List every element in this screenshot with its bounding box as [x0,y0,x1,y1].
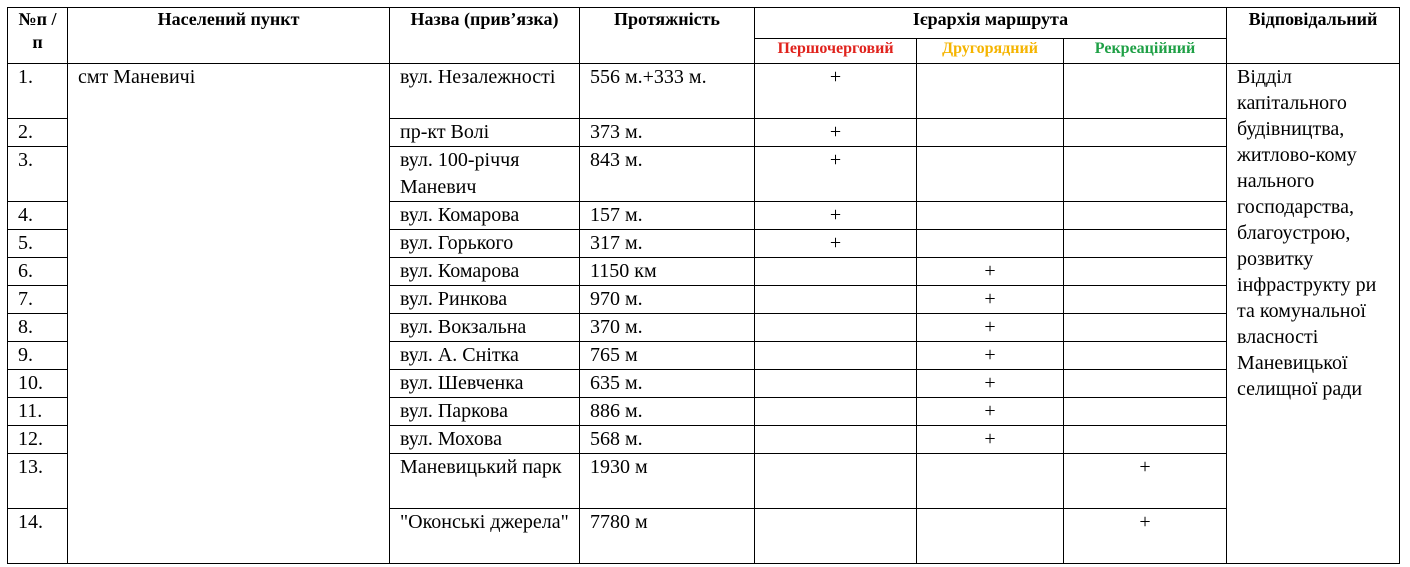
recreational-mark [1064,342,1227,370]
route-length: 556 м.+333 м. [580,64,755,119]
route-name: вул. Мохова [390,426,580,454]
route-name: вул. Паркова [390,398,580,426]
route-length: 635 м. [580,370,755,398]
header-num: №п /п [8,8,68,64]
secondary-mark [917,454,1064,509]
secondary-mark: + [917,398,1064,426]
header-settlement: Населений пункт [68,8,390,64]
responsible-cell: Відділ капітального будівництва, житлово-кому нального господарства, благоустрою, розвитку інфраструкту ри та комунальної власності Маневицької селищної ради [1227,64,1400,564]
route-length: 7780 м [580,509,755,564]
route-length: 1150 км [580,258,755,286]
secondary-mark [917,119,1064,147]
route-name: вул. Комарова [390,202,580,230]
row-number: 11. [8,398,68,426]
primary-mark: + [755,119,917,147]
row-number: 6. [8,258,68,286]
primary-mark [755,370,917,398]
route-name: "Оконські джерела" [390,509,580,564]
route-length: 370 м. [580,314,755,342]
route-name: вул. Горького [390,230,580,258]
recreational-mark [1064,426,1227,454]
row-number: 2. [8,119,68,147]
recreational-mark [1064,147,1227,202]
row-number: 1. [8,64,68,119]
route-length: 373 м. [580,119,755,147]
route-length: 970 м. [580,286,755,314]
primary-mark [755,342,917,370]
primary-mark: + [755,230,917,258]
recreational-mark [1064,286,1227,314]
secondary-mark: + [917,370,1064,398]
route-name: вул. А. Снітка [390,342,580,370]
secondary-mark: + [917,314,1064,342]
route-length: 886 м. [580,398,755,426]
row-number: 12. [8,426,68,454]
header-secondary: Другорядний [917,39,1064,64]
primary-mark: + [755,147,917,202]
route-length: 843 м. [580,147,755,202]
row-number: 10. [8,370,68,398]
recreational-mark [1064,398,1227,426]
row-number: 5. [8,230,68,258]
recreational-mark: + [1064,509,1227,564]
route-name: вул. Незалежності [390,64,580,119]
row-number: 4. [8,202,68,230]
route-name: вул. Комарова [390,258,580,286]
row-number: 3. [8,147,68,202]
route-length: 765 м [580,342,755,370]
primary-mark [755,454,917,509]
recreational-mark [1064,64,1227,119]
secondary-mark [917,64,1064,119]
header-hierarchy: Ієрархія маршрута [755,8,1227,39]
route-length: 157 м. [580,202,755,230]
primary-mark [755,286,917,314]
row-number: 7. [8,286,68,314]
route-name: пр-кт Волі [390,119,580,147]
route-name: вул. Вокзальна [390,314,580,342]
route-length: 1930 м [580,454,755,509]
primary-mark [755,258,917,286]
settlement-cell: смт Маневичі [68,64,390,564]
row-number: 9. [8,342,68,370]
secondary-mark [917,230,1064,258]
row-number: 8. [8,314,68,342]
route-name: вул. Ринкова [390,286,580,314]
route-name: Маневицький парк [390,454,580,509]
recreational-mark [1064,202,1227,230]
table-row [8,64,1400,119]
header-responsible: Відповідальний [1227,8,1400,64]
route-length: 568 м. [580,426,755,454]
header-length: Протяжність [580,8,755,64]
primary-mark: + [755,64,917,119]
routes-table [7,7,1400,564]
secondary-mark: + [917,286,1064,314]
secondary-mark [917,202,1064,230]
row-number: 13. [8,454,68,509]
route-name: вул. 100-річчя Маневич [390,147,580,202]
route-name: вул. Шевченка [390,370,580,398]
recreational-mark: + [1064,454,1227,509]
header-recreational: Рекреаційний [1064,39,1227,64]
row-number: 14. [8,509,68,564]
secondary-mark [917,147,1064,202]
primary-mark [755,426,917,454]
header-primary: Першочерговий [755,39,917,64]
route-length: 317 м. [580,230,755,258]
recreational-mark [1064,314,1227,342]
primary-mark [755,314,917,342]
recreational-mark [1064,258,1227,286]
primary-mark [755,398,917,426]
primary-mark: + [755,202,917,230]
recreational-mark [1064,119,1227,147]
header-name: Назва (прив’язка) [390,8,580,64]
secondary-mark: + [917,426,1064,454]
recreational-mark [1064,230,1227,258]
secondary-mark [917,509,1064,564]
recreational-mark [1064,370,1227,398]
secondary-mark: + [917,342,1064,370]
primary-mark [755,509,917,564]
secondary-mark: + [917,258,1064,286]
